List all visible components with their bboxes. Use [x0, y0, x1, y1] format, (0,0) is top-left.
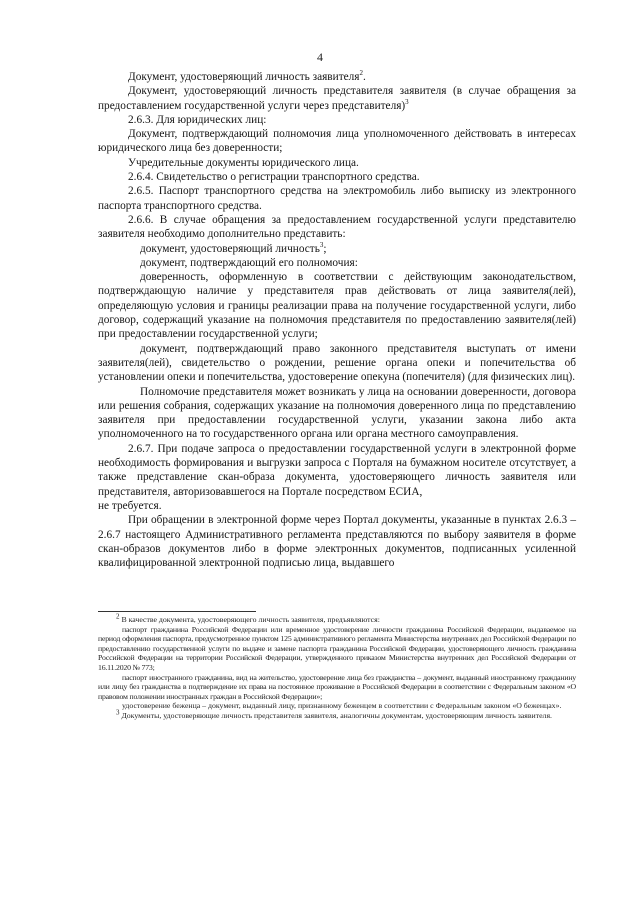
paragraph-representative-powers: Полномочие представителя может возникать у лица на основании доверенности, договора или решения собрания, содержащих указание на полномочия доверенного лица по представлению заявителя при предоставлении государственной услуги, указании закона либо акта уполномоченного на то государственного органа или органа местного самоуправления.	[98, 385, 576, 441]
clause-2-6-7: 2.6.7. При подаче запроса о предоставлении государственной услуги в электронной форме необходимость формирования и выгрузки запроса с Порталя на бумажном носителе отсутствует, а также представление скан-образа документа, удостоверяющего личность заявителя или представителя, авторизовавшегося на Портале посредством ЕСИА,	[98, 442, 576, 498]
paragraph-text: документ, удостоверяющий личность	[140, 242, 320, 255]
paragraph-id-document	[98, 242, 576, 256]
clause-2-6-5: 2.6.5. Паспорт транспортного средства на электромобиль либо выписку из электронного паспорта транспортного средства.	[98, 185, 576, 212]
paragraph-text: Документ, удостоверяющий личность представителя заявителя (в случае обращения за предоставлением государственной услуги через представителя)	[98, 85, 576, 112]
paragraph-not-required: не требуется.	[98, 499, 162, 512]
footnote-refugee: удостоверение беженца – документ, выданный лицу, признанному беженцем в соответствии с Федеральным законом «О беженцах».	[122, 701, 562, 711]
paragraph-legal-authority: Документ, подтверждающий полномочия лица уполномоченного действовать в интересах юридического лица без доверенности;	[98, 128, 576, 155]
footnote-mark: 3	[116, 708, 120, 717]
page-number: 4	[317, 50, 323, 64]
footnote-2	[98, 612, 576, 625]
paragraph-punct: ;	[323, 242, 327, 255]
paragraph-power-of-attorney: доверенность, оформленную в соответствии с действующим законодательством, подтверждающую наличие у представителя прав действовать от лица заявителя(лей), определяющую условия и границы реализации права на получение государственной услуги, либо договор, содержащий указание на полномочия представителя по предоставлению заявителя(лей) при предоставлении государственной услуги;	[98, 271, 576, 341]
clause-2-6-6: 2.6.6. В случае обращения за предоставлением государственной услуги представителю заявителя необходимо дополнительно представить:	[98, 213, 576, 241]
clause-2-6-3: 2.6.3. Для юридических лиц:	[128, 113, 267, 126]
footnote-foreign-passport: паспорт иностранного гражданина, вид на жительство, удостоверение лица без гражданства – документ, выданный иностранному гражданину или лицу без гражданства в подтверждение их права на постоянное проживание в Российской Федерации в соответствии с Федеральным законом «О правовом положении иностранных граждан в Российской Федерации»;	[98, 672, 576, 701]
paragraph-text: Документ, удостоверяющий личность заявителя	[128, 71, 360, 83]
paragraph-representative-id	[98, 84, 576, 113]
footnote-mark: 2	[116, 612, 120, 621]
footnote-text: Документы, удостоверяющие личность представителя заявителя, аналогичны документам, удостоверяющим личность заявителя.	[119, 710, 552, 720]
paragraph-punct: .	[362, 71, 366, 83]
footnote-ref: 3	[405, 97, 409, 106]
footnote-divider	[98, 611, 256, 612]
footnote-3	[98, 708, 576, 721]
footnote-text: В качестве документа, удостоверяющего личность заявителя, предъявляются:	[119, 615, 380, 624]
paragraph-legal-representative: документ, подтверждающий право законного представителя выступать от имени заявителя(лей), свидетельство о рождении, решение органа опеки и попечительства об установлении опеки и попечительства, удостоверение опекуна (попечителя) (для физических лиц).	[98, 342, 576, 384]
footnote-ref: 2	[359, 69, 363, 78]
document-body	[98, 70, 576, 570]
paragraph-electronic-form: При обращении в электронной форме через Портал документы, указанные в пунктах 2.6.3 – 2.6.7 настоящего Административного регламента представляются по выбору заявителя в форме скан-образов документов либо в форме электронных документов, подписанных усиленной квалифицированной электронной подписью лица, выдавшего	[98, 514, 576, 570]
paragraph-authority-doc: документ, подтверждающий его полномочия:	[140, 256, 358, 269]
footnote-passport-rf: паспорт гражданина Российской Федерации или временное удостоверение личности гражданина Российской Федерации, выдаваемое на период оформления паспорта, предусмотренное пунктом 125 административного регламента Министерства внутренних дел Российской Федерации по предоставлению государственной услуги по выдаче и замене паспорта гражданина Российской Федерации, удостоверяющего личность гражданина Российской Федерации на территории Российской Федерации, утвержденного приказом Министерства внутренних дел Российской Федерации от 16.11.2020 № 773;	[98, 624, 576, 672]
paragraph-constituent-docs: Учредительные документы юридического лица.	[128, 156, 359, 169]
paragraph-applicant-id	[98, 70, 576, 84]
footnotes	[98, 612, 576, 721]
clause-2-6-4: 2.6.4. Свидетельство о регистрации транспортного средства.	[128, 171, 420, 184]
footnote-ref: 3	[319, 240, 324, 249]
